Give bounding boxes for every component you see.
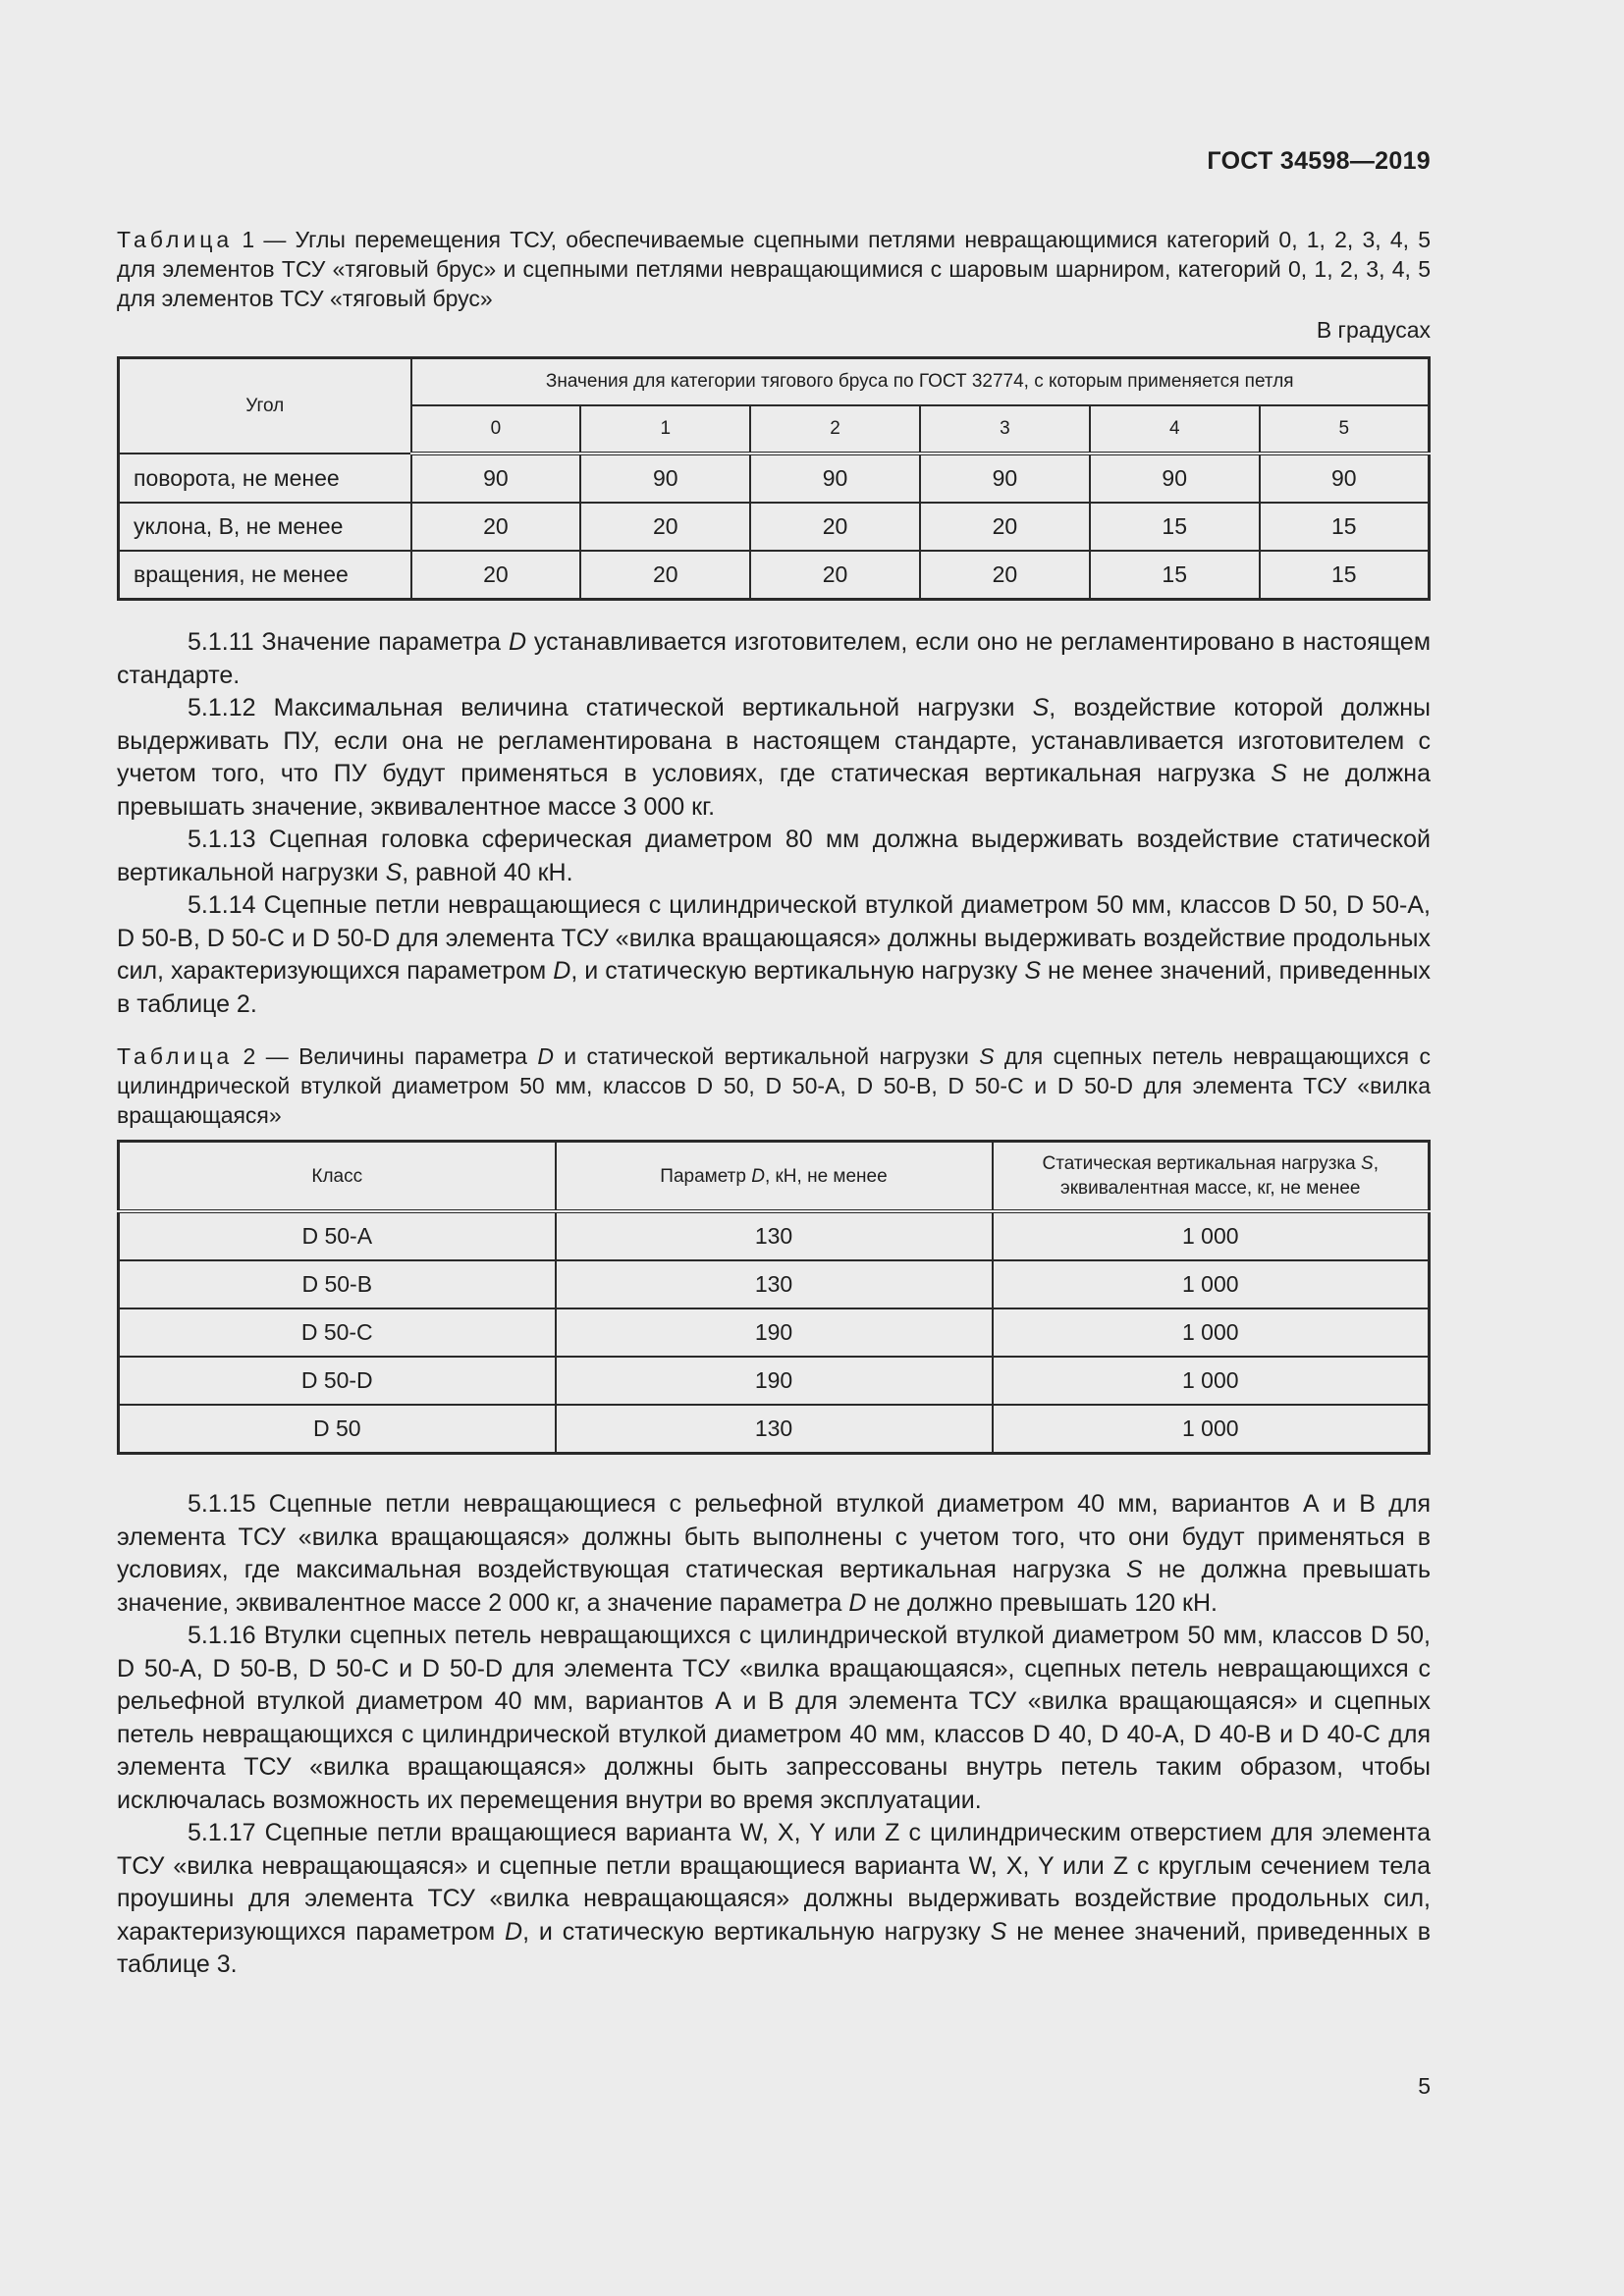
- paragraph-5-1-12: 5.1.12 Максимальная величина статической вертикальной нагрузки S, воздействие которой должны выдерживать ПУ, если она не регламентирована в настоящем стандарте, устанавливается изготовителем с учетом того, что ПУ будут применяться в условиях, где статическая вертикальная нагрузка S не должна превышать значение, эквивалентное массе 3 000 кг.: [117, 694, 1431, 821]
- param-d-cell: 190: [556, 1308, 993, 1357]
- static-load-cell: 1 000: [993, 1211, 1430, 1260]
- class-cell: D 50-D: [119, 1357, 556, 1405]
- static-load-cell: 1 000: [993, 1405, 1430, 1454]
- table-cell: 90: [580, 454, 750, 503]
- table-cell: 15: [1260, 503, 1430, 551]
- class-header: Класс: [119, 1142, 556, 1212]
- category-header: 0: [411, 405, 581, 454]
- table-cell: 15: [1090, 503, 1260, 551]
- table2: [117, 1140, 1431, 1455]
- paragraph-5-1-14: 5.1.14 Сцепные петли невращающиеся с цилиндрической втулкой диаметром 50 мм, классов D 50, D 50-A, D 50-B, D 50-C и D 50-D для элемента ТСУ «вилка вращающаяся» должны выдерживать воздействие продольных сил, характеризующихся параметром D, и статическую вертикальную нагрузку S не менее значений, приведенных в таблице 2.: [117, 891, 1432, 1018]
- table-cell: 20: [411, 503, 581, 551]
- table-cell: 20: [750, 551, 920, 600]
- table-cell: 90: [411, 454, 581, 503]
- row-label: поворота, не менее: [119, 454, 411, 503]
- table-cell: 20: [580, 551, 750, 600]
- table2-caption: Таблица 2 — Величины параметра D и статической вертикальной нагрузки S для сцепных петель невращающихся с цилиндрической втулкой диаметром 50 мм, классов D 50, D 50-A, D 50-B, D 50-C и D 50-D для элемента ТСУ «вилка вращающаяся»: [117, 1043, 1431, 1128]
- table1-caption: Таблица 1 — Углы перемещения ТСУ, обеспечиваемые сцепными петлями невращающимися категорий 0, 1, 2, 3, 4, 5 для элементов ТСУ «тяговый брус» и сцепными петлями невращающимися с шаровым шарниром, категорий 0, 1, 2, 3, 4, 5 для элементов ТСУ «тяговый брус»: [117, 227, 1431, 311]
- table-cell: 15: [1090, 551, 1260, 600]
- page-number: 5: [1418, 2073, 1431, 2099]
- paragraphs-block-b: [117, 1488, 1431, 1982]
- static-load-cell: 1 000: [993, 1260, 1430, 1308]
- table-row: [119, 1405, 1430, 1454]
- row-label: уклона, В, не менее: [119, 503, 411, 551]
- table-row: [119, 503, 1430, 551]
- table-row: [119, 1260, 1430, 1308]
- table-row: [119, 454, 1430, 503]
- paragraph-5-1-11: 5.1.11 Значение параметра D устанавливается изготовителем, если оно не регламентировано в настоящем стандарте.: [117, 628, 1432, 689]
- category-header: 3: [920, 405, 1090, 454]
- table-row: [119, 1211, 1430, 1260]
- table1: [117, 356, 1431, 601]
- table-cell: 90: [920, 454, 1090, 503]
- paragraphs-block-a: [117, 626, 1431, 1021]
- table1-section: [117, 225, 1431, 601]
- param-d-cell: 130: [556, 1405, 993, 1454]
- table1-unit-note: В градусах: [1316, 317, 1431, 343]
- table-row: [119, 1308, 1430, 1357]
- table-cell: 90: [1260, 454, 1430, 503]
- table-row: [119, 1357, 1430, 1405]
- paragraph-5-1-17: 5.1.17 Сцепные петли вращающиеся варианта W, X, Y или Z с цилиндрическим отверстием для элемента ТСУ «вилка невращающаяся» и сцепные петли вращающиеся варианта W, X, Y или Z с круглым сечением тела проушины для элемента ТСУ «вилка невращающаяся» должны выдерживать воздействие продольных сил, характеризующихся параметром D, и статическую вертикальную нагрузку S не менее значений, приведенных в таблице 3.: [117, 1819, 1432, 1978]
- table1-header-row: [119, 358, 1430, 406]
- param-d-cell: 130: [556, 1260, 993, 1308]
- static-load-cell: 1 000: [993, 1308, 1430, 1357]
- paragraph-5-1-13: 5.1.13 Сцепная головка сферическая диаметром 80 мм должна выдерживать воздействие статической вертикальной нагрузки S, равной 40 кН.: [117, 826, 1431, 886]
- param-d-cell: 190: [556, 1357, 993, 1405]
- static-load-cell: 1 000: [993, 1357, 1430, 1405]
- table-cell: 20: [411, 551, 581, 600]
- category-header: 5: [1260, 405, 1430, 454]
- static-load-header: Статическая вертикальная нагрузка S, эквивалентная массе, кг, не менее: [993, 1142, 1430, 1212]
- class-cell: D 50: [119, 1405, 556, 1454]
- angle-header: Угол: [119, 358, 411, 454]
- table2-header-row: [119, 1142, 1430, 1212]
- class-cell: D 50-C: [119, 1308, 556, 1357]
- category-header: 2: [750, 405, 920, 454]
- param-d-cell: 130: [556, 1211, 993, 1260]
- table2-section: [117, 1041, 1431, 1455]
- table-cell: 90: [750, 454, 920, 503]
- paragraph-5-1-15: 5.1.15 Сцепные петли невращающиеся с рельефной втулкой диаметром 40 мм, вариантов А и В для элемента ТСУ «вилка вращающаяся» должны быть выполнены с учетом того, что они будут применяться в условиях, где максимальная воздействующая статическая вертикальная нагрузка S не должна превышать значение, эквивалентное массе 2 000 кг, а значение параметра D не должно превышать 120 кН.: [117, 1490, 1431, 1617]
- table-cell: 20: [920, 503, 1090, 551]
- category-header: 1: [580, 405, 750, 454]
- table-row: [119, 551, 1430, 600]
- category-group-header: Значения для категории тягового бруса по ГОСТ 32774, с которым применяется петля: [411, 358, 1430, 406]
- table-cell: 20: [750, 503, 920, 551]
- class-cell: D 50-B: [119, 1260, 556, 1308]
- standard-header: ГОСТ 34598—2019: [1207, 147, 1431, 175]
- paragraph-5-1-16: 5.1.16 Втулки сцепных петель невращающихся с цилиндрической втулкой диаметром 50 мм, классов D 50, D 50-A, D 50-B, D 50-C и D 50-D для элемента ТСУ «вилка вращающаяся», сцепных петель невращающихся с рельефной втулкой диаметром 40 мм, вариантов А и В для элемента ТСУ «вилка вращающаяся» и сцепных петель невращающихся с цилиндрической втулкой диаметром 40 мм, классов D 40, D 40-A, D 40-B и D 40-C для элемента ТСУ «вилка вращающаяся» должны быть запрессованы внутрь петель таким образом, чтобы исключалась возможность их перемещения внутри во время эксплуатации.: [117, 1622, 1431, 1814]
- table-cell: 20: [580, 503, 750, 551]
- table-cell: 90: [1090, 454, 1260, 503]
- category-header: 4: [1090, 405, 1260, 454]
- class-cell: D 50-A: [119, 1211, 556, 1260]
- row-label: вращения, не менее: [119, 551, 411, 600]
- table-cell: 20: [920, 551, 1090, 600]
- table-cell: 15: [1260, 551, 1430, 600]
- param-d-header: Параметр D, кН, не менее: [556, 1142, 993, 1212]
